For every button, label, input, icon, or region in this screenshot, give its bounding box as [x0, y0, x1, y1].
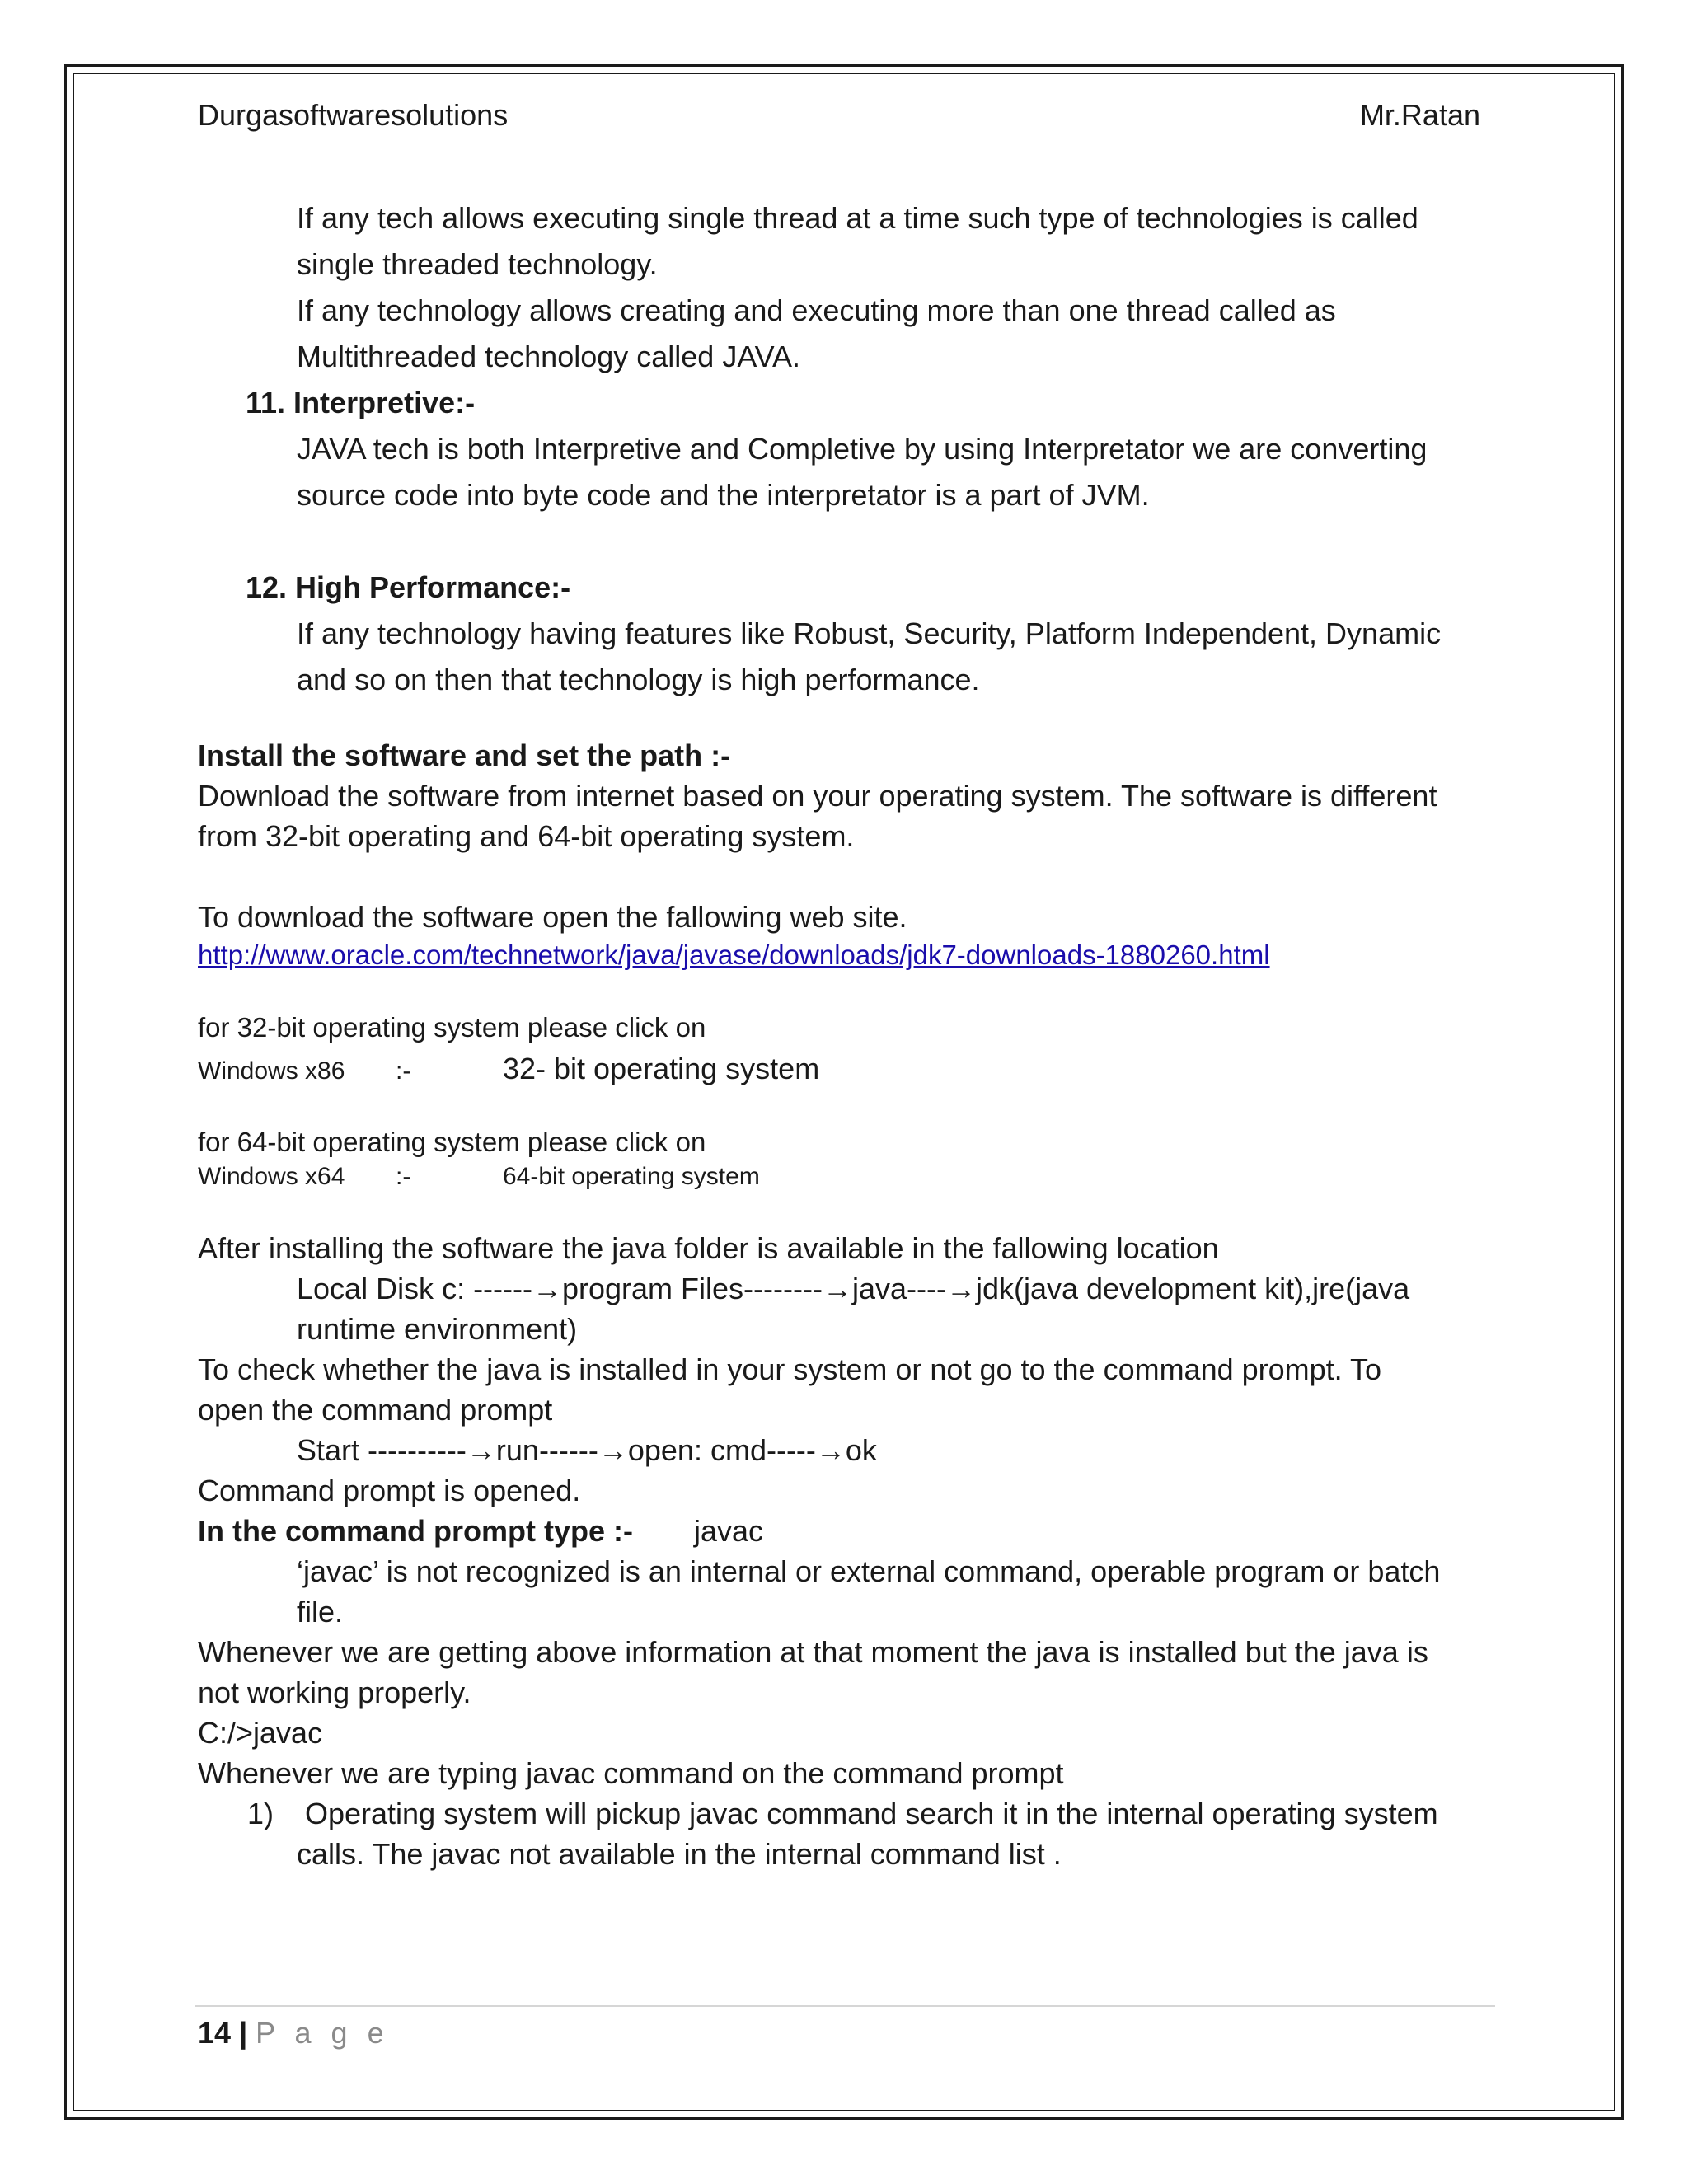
page-footer: [198, 2013, 390, 2053]
page-word: P a g e: [256, 2016, 390, 2050]
item-11-line-1: JAVA tech is both Interpretive and Completive by using Interpretator we are converting: [297, 432, 1428, 466]
separator-x86: :-: [396, 1057, 411, 1085]
command-prompt-example: C:/>javac: [198, 1716, 323, 1750]
typing-line: Whenever we are typing javac command on the command prompt: [198, 1756, 1064, 1790]
command-type-value: javac: [694, 1514, 764, 1548]
whenever-line-2: not working properly.: [198, 1675, 471, 1709]
error-line-1: ‘javac’ is not recognized is an internal or external command, operable program or batch: [297, 1554, 1441, 1588]
intro-line-3: If any technology allows creating and executing more than one thread called as: [297, 293, 1336, 327]
path-line-2: runtime environment): [297, 1312, 578, 1346]
intro-line-1: If any tech allows executing single thread at a time such type of technologies is called: [297, 201, 1418, 235]
list-item-1-line-1: Operating system will pickup javac command search it in the internal operating system: [305, 1797, 1438, 1830]
list-item-1-line-2: calls. The javac not available in the internal command list .: [297, 1837, 1062, 1871]
start-sequence: Start ----------→run------→open: cmd-----→ok: [297, 1433, 877, 1467]
footer-divider: [195, 2005, 1495, 2007]
item-11-line-2: source code into byte code and the interpretator is a part of JVM.: [297, 478, 1150, 512]
after-line-1: After installing the software the java folder is available in the fallowing location: [198, 1231, 1219, 1265]
install-line-1: Download the software from internet based on your operating system. The software is different: [198, 779, 1437, 813]
windows-x64-label: Windows x64: [198, 1163, 345, 1190]
install-heading: Install the software and set the path :-: [198, 738, 731, 772]
header-author: Mr.Ratan: [1359, 98, 1480, 132]
error-line-2: file.: [297, 1595, 344, 1629]
item-12-line-2: and so on then that technology is high performance.: [297, 663, 980, 696]
prompt-opened: Command prompt is opened.: [198, 1474, 581, 1507]
intro-line-4: Multithreaded technology called JAVA.: [297, 340, 801, 373]
command-type-label: In the command prompt type :-: [198, 1514, 634, 1548]
for-32bit-text: for 32-bit operating system please click on: [198, 1012, 706, 1043]
separator-x64: :-: [396, 1163, 411, 1190]
page-number: 14: [198, 2016, 232, 2050]
list-item-1-number: 1): [247, 1797, 274, 1830]
item-12-line-1: If any technology having features like Robust, Security, Platform Independent, Dynamic: [297, 616, 1442, 650]
item-12-heading: 12. High Performance:-: [246, 570, 571, 604]
check-line-2: open the command prompt: [198, 1393, 553, 1427]
for-64bit-text: for 64-bit operating system please click on: [198, 1127, 706, 1157]
install-line-2: from 32-bit operating and 64-bit operating system.: [198, 819, 855, 853]
page-separator: |: [239, 2016, 248, 2050]
check-line-1: To check whether the java is installed in your system or not go to the command prompt. To: [198, 1352, 1382, 1386]
label-64bit: 64-bit operating system: [503, 1163, 760, 1190]
whenever-line-1: Whenever we are getting above information at that moment the java is installed but the java is: [198, 1635, 1428, 1669]
path-line-1: Local Disk c: ------→program Files--------→java----→jdk(java development kit),jre(java: [297, 1272, 1410, 1305]
intro-line-2: single threaded technology.: [297, 247, 658, 281]
download-instruction: To download the software open the fallowing web site.: [198, 900, 907, 934]
oracle-download-link[interactable]: http://www.oracle.com/technetwork/java/javase/downloads/jdk7-downloads-1880260.html: [198, 940, 1270, 970]
item-11-heading: 11. Interpretive:-: [246, 386, 476, 419]
header-company: Durgasoftwaresolutions: [198, 98, 509, 132]
label-32bit: 32- bit operating system: [503, 1052, 820, 1085]
windows-x86-label: Windows x86: [198, 1057, 345, 1085]
